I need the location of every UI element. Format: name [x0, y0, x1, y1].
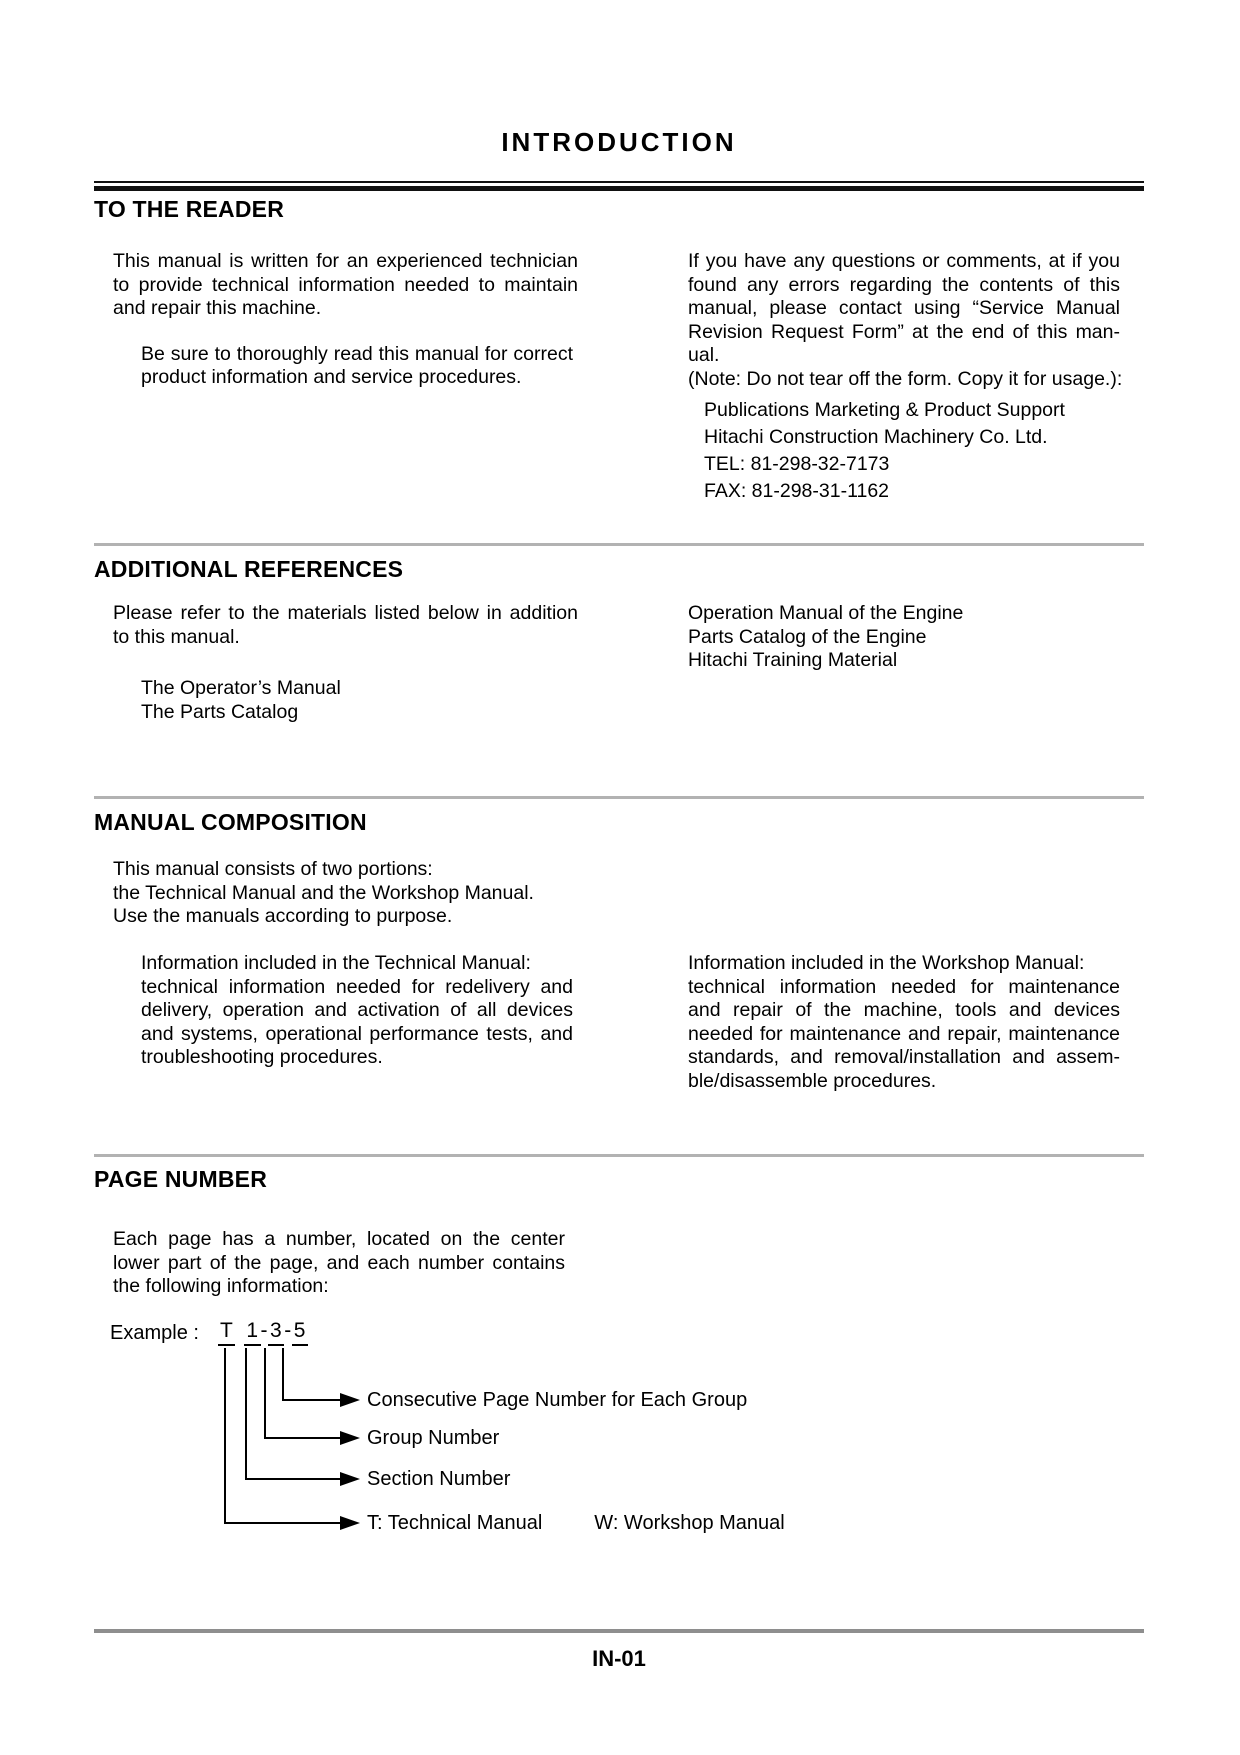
list-item	[123, 952, 594, 1070]
bullet-icon	[88, 858, 113, 929]
list-item	[94, 602, 594, 649]
code-char-1: 1	[244, 1319, 260, 1346]
footer-divider	[94, 1629, 1144, 1633]
additional-references-columns	[94, 602, 1144, 724]
section-divider	[94, 543, 1144, 546]
arrow-right-icon	[340, 1393, 360, 1407]
section-heading-page-number: PAGE NUMBER	[94, 1166, 268, 1192]
paragraph: This manual is written for an experienced technician to provide technical information needed to maintain and repair this machine.	[113, 250, 578, 319]
contact-line: FAX: 81-298-31-1162	[704, 480, 890, 502]
additional-references-right-column	[672, 602, 1144, 673]
paragraph: Be sure to thoroughly read this manual for correct product information and service procedures.	[141, 342, 573, 388]
list-item	[123, 677, 594, 701]
dot-icon	[672, 952, 688, 1093]
code-char-5: 5	[292, 1319, 308, 1346]
arrow-right-icon	[340, 1431, 360, 1445]
diagram-label-row	[367, 1511, 785, 1535]
dot-icon	[672, 649, 688, 673]
connector-line	[224, 1348, 226, 1524]
list-item-label: The Parts Catalog	[141, 700, 299, 723]
list-item	[672, 649, 1144, 673]
paragraph	[113, 858, 534, 929]
paragraph: Each page has a number, located on the center lower part of the page, and each number contains the following information:	[113, 1228, 565, 1297]
connector-line	[245, 1478, 340, 1480]
code-char-3: 3	[268, 1319, 284, 1346]
section-heading-to-the-reader: TO THE READER	[94, 196, 285, 222]
intro-line: the Technical Manual and the Workshop Manual.	[113, 881, 534, 904]
list-item	[94, 1228, 1144, 1299]
dot-icon	[672, 602, 688, 626]
paragraph-body: technical information needed for maintenance and repair of the machine, tools and devices needed for maintenance and repair, maintenance standards, and removal/installation and assemble/disassemble procedures.	[688, 975, 1120, 1092]
list-item	[672, 250, 1144, 368]
bullet-icon	[88, 250, 113, 321]
to-the-reader-columns	[94, 250, 1144, 505]
paragraph	[688, 952, 1120, 1093]
paragraph: Please refer to the materials listed below in addition to this manual.	[113, 602, 578, 648]
arrow-right-icon	[340, 1472, 360, 1486]
dot-icon	[123, 677, 141, 701]
paragraph	[141, 952, 573, 1070]
dot-icon	[672, 626, 688, 650]
contact-line: Publications Marketing & Product Support	[704, 399, 1065, 421]
manual-composition-intro	[94, 858, 1144, 929]
intro-line: Use the manuals according to purpose.	[113, 905, 453, 927]
arrow-right-icon	[340, 1516, 360, 1530]
diagram-label: Group Number	[367, 1427, 500, 1449]
connector-line	[264, 1348, 266, 1439]
to-the-reader-right-column	[672, 250, 1144, 505]
example-label: Example :	[110, 1322, 199, 1344]
section-heading-manual-composition: MANUAL COMPOSITION	[94, 809, 367, 835]
page-number-example-diagram	[94, 1318, 1144, 1558]
lead-line: Information included in the Technical Manual:	[141, 952, 531, 974]
manual-composition-right-column	[672, 952, 1144, 1093]
list-item	[94, 858, 1144, 929]
contact-line: TEL: 81-298-32-7173	[704, 453, 890, 475]
list-item	[123, 701, 594, 725]
title-rule-thick	[94, 186, 1144, 191]
diagram-label: Section Number	[367, 1468, 511, 1490]
list-item	[672, 602, 1144, 626]
footer-page-number: IN-01	[592, 1646, 646, 1671]
list-item-label: Hitachi Training Material	[688, 649, 898, 671]
list-item	[672, 626, 1144, 650]
manual-composition-left-column	[94, 952, 594, 1070]
diagram-label: Consecutive Page Number for Each Group	[367, 1389, 748, 1411]
note-line: (Note: Do not tear off the form. Copy it for usage.):	[688, 367, 1123, 390]
code-char-t: T	[218, 1319, 235, 1346]
list-item	[123, 343, 594, 390]
code-dash: -	[284, 1319, 292, 1342]
bullet-icon	[88, 1228, 113, 1299]
list-item	[672, 952, 1144, 1093]
list-item	[94, 250, 594, 321]
diagram-label: T: Technical Manual	[367, 1512, 543, 1534]
dot-icon	[123, 701, 141, 725]
connector-line	[224, 1522, 340, 1524]
lead-line: Information included in the Workshop Manual:	[688, 952, 1085, 974]
list-item-label: Operation Manual of the Engine	[688, 602, 964, 624]
contact-line: Hitachi Construction Machinery Co. Ltd.	[704, 426, 1048, 448]
connector-line	[282, 1399, 340, 1401]
code-dash: -	[260, 1319, 269, 1342]
section-divider	[94, 796, 1144, 799]
connector-line	[264, 1437, 340, 1439]
list-item-label: The Operator’s Manual	[141, 677, 341, 699]
page-title: INTRODUCTION	[501, 127, 737, 157]
intro-line: This manual consists of two portions:	[113, 858, 433, 880]
example-code	[218, 1319, 308, 1346]
additional-references-left-column	[94, 602, 594, 724]
connector-line	[245, 1348, 247, 1480]
to-the-reader-left-column	[94, 250, 594, 390]
paragraph-body: technical information needed for redelivery and delivery, operation and activation of all devices and systems, operational performance tests, and troubleshooting procedures.	[141, 975, 573, 1068]
bullet-icon	[88, 602, 113, 649]
paragraph: If you have any questions or comments, at if you found any errors regarding the contents of this manual, please contact using “Service Manual Revision Request Form” at the end of this manual.	[688, 250, 1120, 366]
connector-line	[282, 1348, 284, 1401]
section-divider	[94, 1154, 1144, 1157]
dot-icon	[123, 952, 141, 1070]
page-number-intro	[94, 1228, 1144, 1299]
diagram-label: W: Workshop Manual	[594, 1512, 785, 1534]
dot-icon	[123, 343, 141, 390]
contact-block	[704, 397, 1144, 505]
dot-icon	[672, 250, 688, 368]
list-item-label: Parts Catalog of the Engine	[688, 625, 927, 648]
section-heading-additional-references: ADDITIONAL REFERENCES	[94, 556, 404, 582]
title-rule-thin	[94, 181, 1144, 183]
manual-composition-columns	[94, 952, 1144, 1093]
